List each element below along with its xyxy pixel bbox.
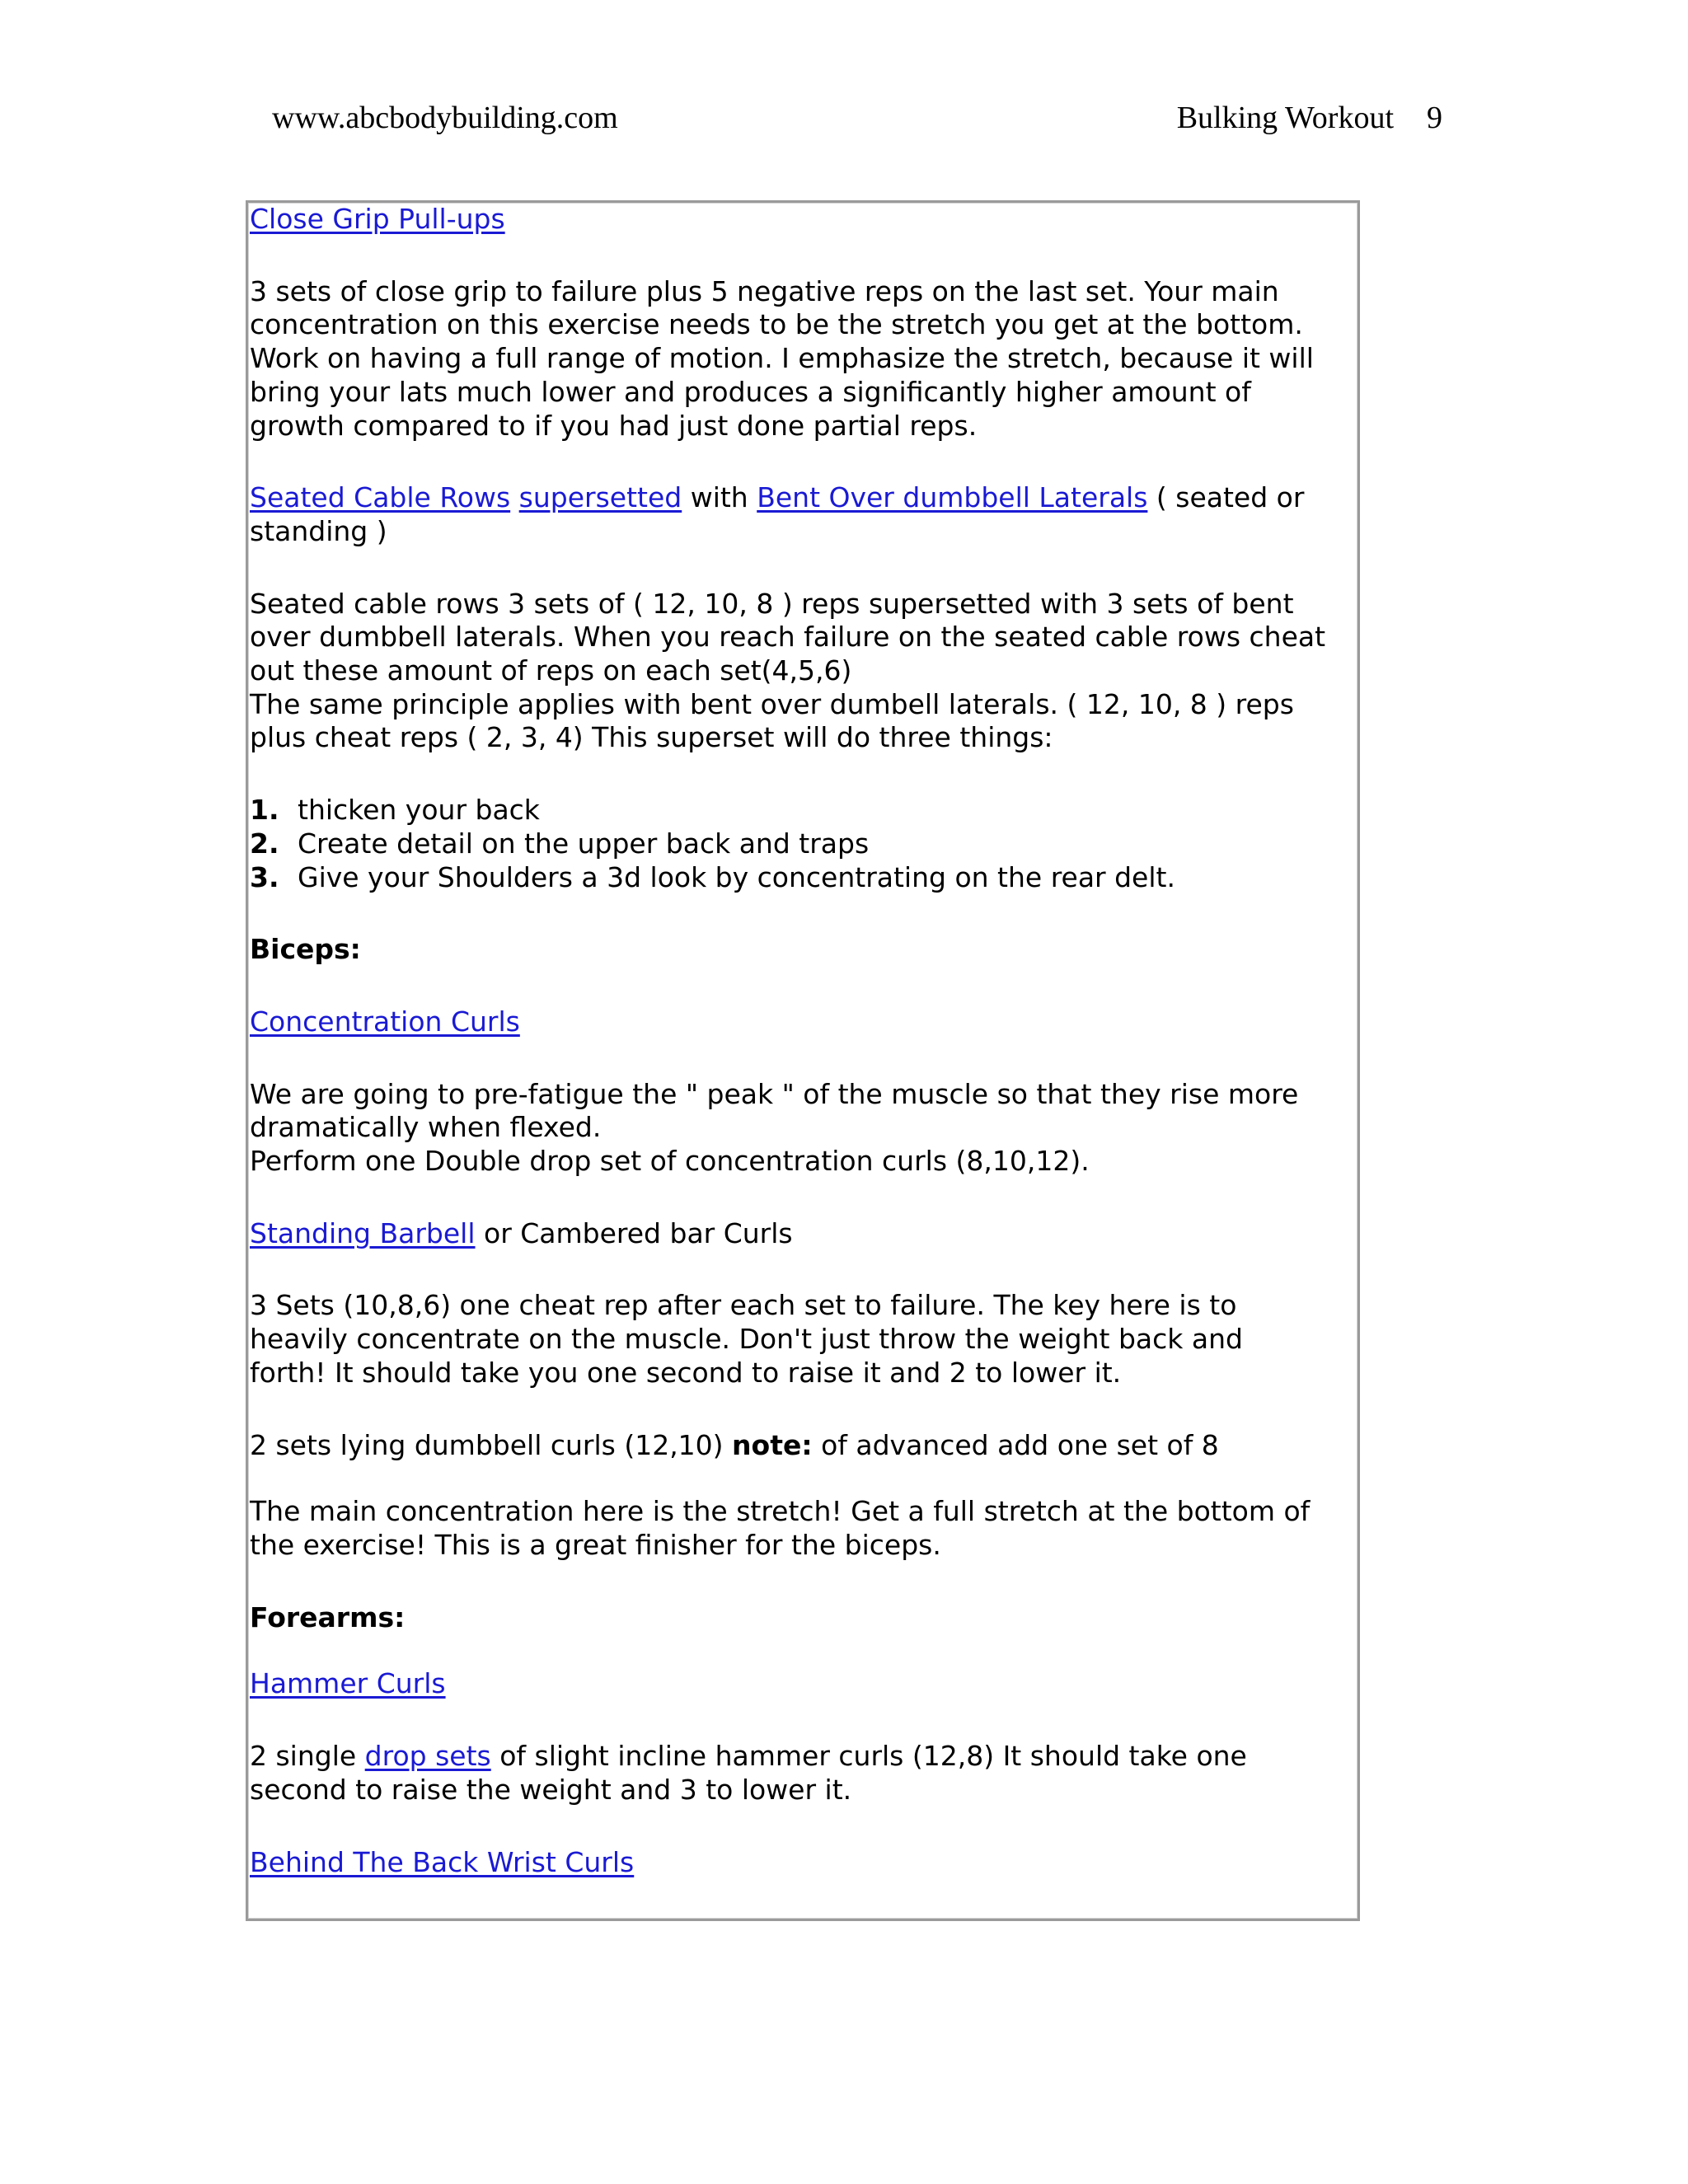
page-header: [272, 97, 1442, 138]
biceps-heading: Biceps:: [250, 933, 361, 966]
list-text: Create detail on the upper back and traps: [298, 827, 870, 860]
barbell-text-1: 3 Sets (10,8,6) one cheat rep after each set to failure. The key here is to: [250, 1289, 1237, 1322]
spacer: [250, 1039, 1357, 1078]
list-item: [250, 827, 1357, 861]
spacer: [250, 1807, 1357, 1846]
hammer-text-after: of slight incline hammer curls (12,8) It should take one: [490, 1740, 1247, 1773]
header-site-url: www.abcbodybuilding.com: [272, 101, 618, 135]
rows-desc-2: over dumbbell laterals. When you reach failure on the seated cable rows cheat: [250, 621, 1326, 654]
concentration-text-1: We are going to pre-fatigue the " peak " of the muscle so that they rise more: [250, 1077, 1299, 1110]
spacer: [250, 549, 1357, 588]
spacer: [250, 1563, 1357, 1601]
concentration-text-2: dramatically when flexed.: [250, 1111, 602, 1144]
rows-title-line: [250, 481, 1357, 515]
standing-barbell-link[interactable]: Standing Barbell: [250, 1216, 476, 1249]
barbell-title-text: or Cambered bar Curls: [475, 1216, 793, 1249]
barbell-text-2: heavily concentrate on the muscle. Don't just throw the weight back and: [250, 1323, 1243, 1356]
seated-cable-rows-link[interactable]: Seated Cable Rows: [250, 481, 511, 514]
bent-over-laterals-link[interactable]: Bent Over dumbbell Laterals: [757, 481, 1148, 514]
lying-curls-text: 2 sets lying dumbbell curls (12,10): [250, 1428, 733, 1461]
pullups-text-2: concentration on this exercise needs to be the stretch you get at the bottom.: [250, 308, 1303, 341]
spacer: [250, 1634, 1357, 1667]
concentration-curls-link[interactable]: Concentration Curls: [250, 1005, 520, 1038]
spacer: [250, 967, 1357, 1005]
rows-desc-4: The same principle applies with bent over dumbell laterals. ( 12, 10, 8 ) reps: [250, 687, 1294, 720]
stretch-text-1: The main concentration here is the stretch! Get a full stretch at the bottom of: [250, 1495, 1311, 1528]
barbell-title-line: [250, 1217, 1357, 1251]
hammer-curls-link[interactable]: Hammer Curls: [250, 1667, 446, 1700]
rows-desc-3: out these amount of reps on each set(4,5,6): [250, 654, 852, 687]
hammer-text-2: second to raise the weight and 3 to lower it.: [250, 1773, 852, 1806]
rows-after-text: ( seated or: [1147, 481, 1305, 514]
drop-sets-link[interactable]: drop sets: [364, 1740, 491, 1773]
page-number: 9: [1427, 101, 1442, 135]
spacer: [250, 1701, 1357, 1740]
rows-title-line-2: standing ): [250, 514, 387, 547]
list-number: 1.: [250, 794, 279, 827]
lying-curls-line: [250, 1429, 1357, 1463]
lying-curls-note-text: of advanced add one set of 8: [812, 1428, 1219, 1461]
spacer: [250, 1179, 1357, 1217]
supersetted-link[interactable]: supersetted: [518, 481, 682, 514]
header-right: [1177, 97, 1442, 138]
list-text: Give your Shoulders a 3d look by concentrating on the rear delt.: [298, 860, 1175, 893]
list-number: 2.: [250, 827, 279, 860]
rows-with-text: with: [682, 481, 757, 514]
spacer: [250, 1390, 1357, 1429]
rows-desc-5: plus cheat reps ( 2, 3, 4) This superset will do three things:: [250, 721, 1053, 754]
barbell-text-3: forth! It should take you one second to raise it and 2 to lower it.: [250, 1356, 1122, 1389]
hammer-text-before: 2 single: [250, 1740, 365, 1773]
spacer: [250, 1462, 1357, 1495]
close-grip-pullups-link[interactable]: Close Grip Pull-ups: [250, 203, 505, 235]
spacer: [250, 237, 1357, 275]
behind-back-wrist-curls-link[interactable]: Behind The Back Wrist Curls: [250, 1845, 635, 1878]
workout-content-box: [246, 200, 1360, 1921]
concentration-text-3: Perform one Double drop set of concentration curls (8,10,12).: [250, 1145, 1090, 1178]
spacer: [250, 894, 1357, 933]
list-text: thicken your back: [298, 794, 540, 827]
list-item: [250, 794, 1357, 827]
spacer: [250, 1250, 1357, 1289]
pullups-text-4: bring your lats much lower and produces a significantly higher amount of: [250, 375, 1251, 408]
pullups-text-5: growth compared to if you had just done partial reps.: [250, 409, 978, 442]
stretch-text-2: the exercise! This is a great finisher for the biceps.: [250, 1528, 941, 1561]
rows-desc-1: Seated cable rows 3 sets of ( 12, 10, 8 ) reps supersetted with 3 sets of bent: [250, 587, 1294, 620]
hammer-text-1: [250, 1740, 1357, 1774]
header-doc-title: Bulking Workout: [1176, 101, 1394, 135]
note-label: note:: [732, 1428, 813, 1461]
spacer: [250, 755, 1357, 794]
spacer: [250, 443, 1357, 481]
forearms-heading: Forearms:: [250, 1601, 406, 1633]
pullups-text-3: Work on having a full range of motion. I emphasize the stretch, because it will: [250, 342, 1314, 375]
pullups-text-1: 3 sets of close grip to failure plus 5 negative reps on the last set. Your main: [250, 274, 1279, 307]
list-number: 3.: [250, 860, 279, 893]
list-item: [250, 861, 1357, 895]
